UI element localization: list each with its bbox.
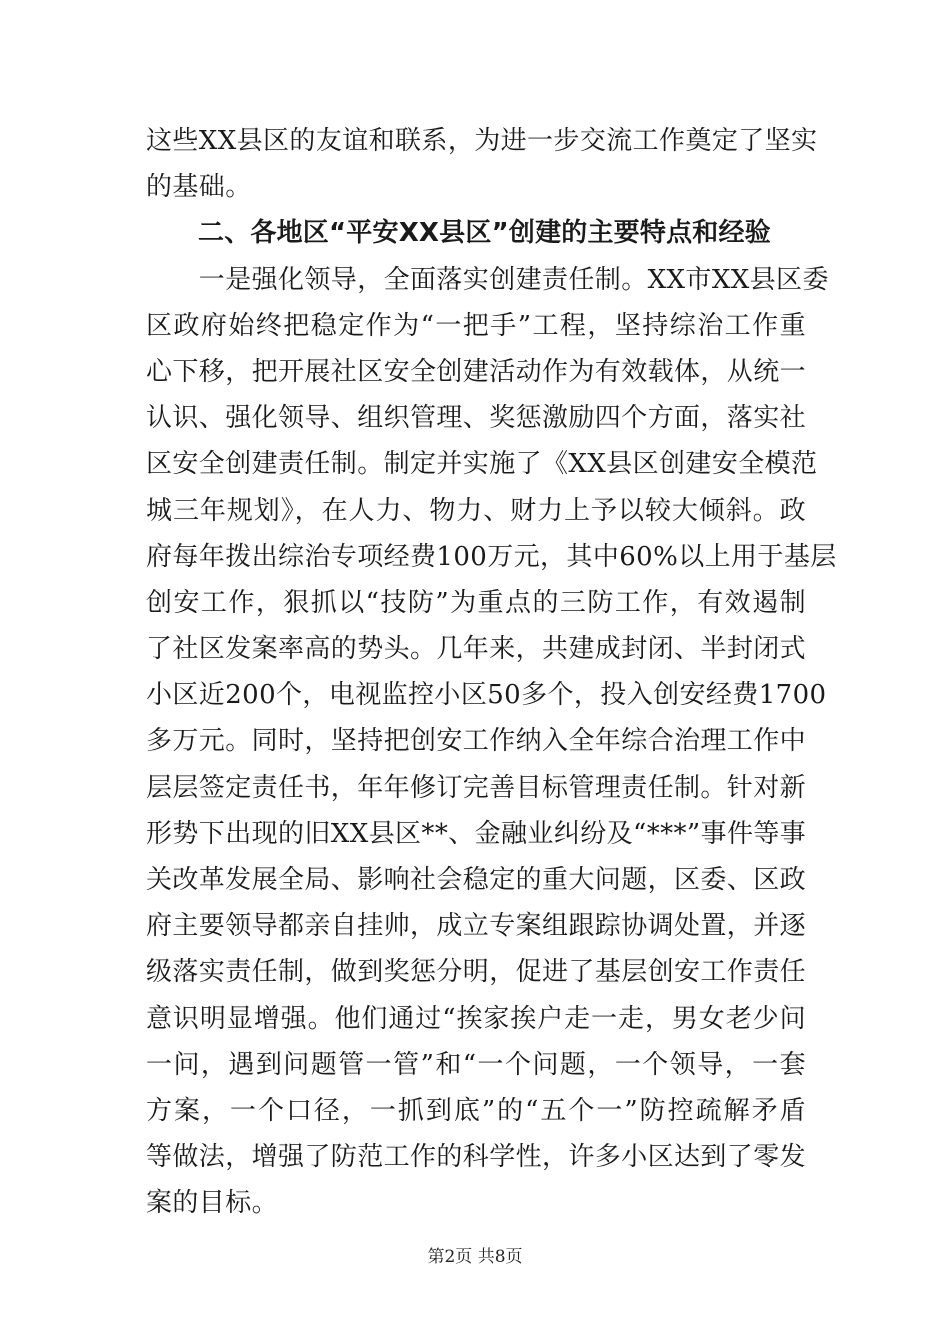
text-line: 层层签定责任书，年年修订完善目标管理责任制。针对新 [146, 772, 807, 803]
text-line: 城三年规划》，在人力、物力、财力上予以较大倾斜。政 [146, 495, 806, 526]
page-number-footer: 第2页 共8页 [427, 1247, 523, 1267]
text-line: 形势下出现的旧XX县区**、金融业纠纷及“***”事件等事 [146, 818, 807, 849]
text-line: 多万元。同时，坚持把创安工作纳入全年综合治理工作中 [146, 726, 807, 757]
text-line: 等做法，增强了防范工作的科学性，许多小区达到了零发 [146, 1142, 807, 1173]
text-line: 心下移，把开展社区安全创建活动作为有效载体，从统一 [146, 356, 807, 387]
text-line: 方案，一个口径，一抓到底”的“五个一”防控疏解矛盾 [146, 1095, 806, 1126]
text-line: 案的目标。 [146, 1188, 279, 1219]
text-line: 认识、强化领导、组织管理、奖惩激励四个方面，落实社 [146, 403, 807, 434]
body-text [146, 118, 837, 1227]
text-line: 意识明显增强。他们通过“挨家挨户走一走，男女老少问 [146, 1003, 806, 1034]
text-line: 区安全创建责任制。制定并实施了《XX县区创建安全模范 [146, 449, 818, 480]
section-heading: 二、各地区“平安XX县区”创建的主要特点和经验 [198, 218, 771, 249]
text-line: 区政府始终把稳定作为“一把手”工程，坚持综治工作重 [146, 310, 806, 341]
text-line: 级落实责任制，做到奖惩分明，促进了基层创安工作责任 [146, 957, 807, 988]
text-line: 了社区发案率高的势头。几年来，共建成封闭、半封闭式 [146, 634, 807, 665]
text-line: 府主要领导都亲自挂帅，成立专案组跟踪协调处置，并逐 [146, 911, 807, 942]
text-line: 创安工作，狠抓以“技防”为重点的三防工作，有效遏制 [146, 587, 806, 618]
text-line: 的基础。 [146, 172, 252, 203]
text-line: 这些XX县区的友谊和联系，为进一步交流工作奠定了坚实 [146, 126, 818, 156]
text-line: 小区近200个，电视监控小区50多个，投入创安经费1700 [146, 680, 827, 711]
text-line: 一是强化领导，全面落实创建责任制。XX市XX县区委 [146, 264, 829, 295]
text-line: 关改革发展全局、影响社会稳定的重大问题，区委、区政 [146, 865, 807, 895]
text-line: 府每年拨出综治专项经费100万元，其中60%以上用于基层 [146, 541, 837, 572]
text-line: 一问，遇到问题管一管”和“一个问题，一个领导，一套 [146, 1049, 806, 1080]
